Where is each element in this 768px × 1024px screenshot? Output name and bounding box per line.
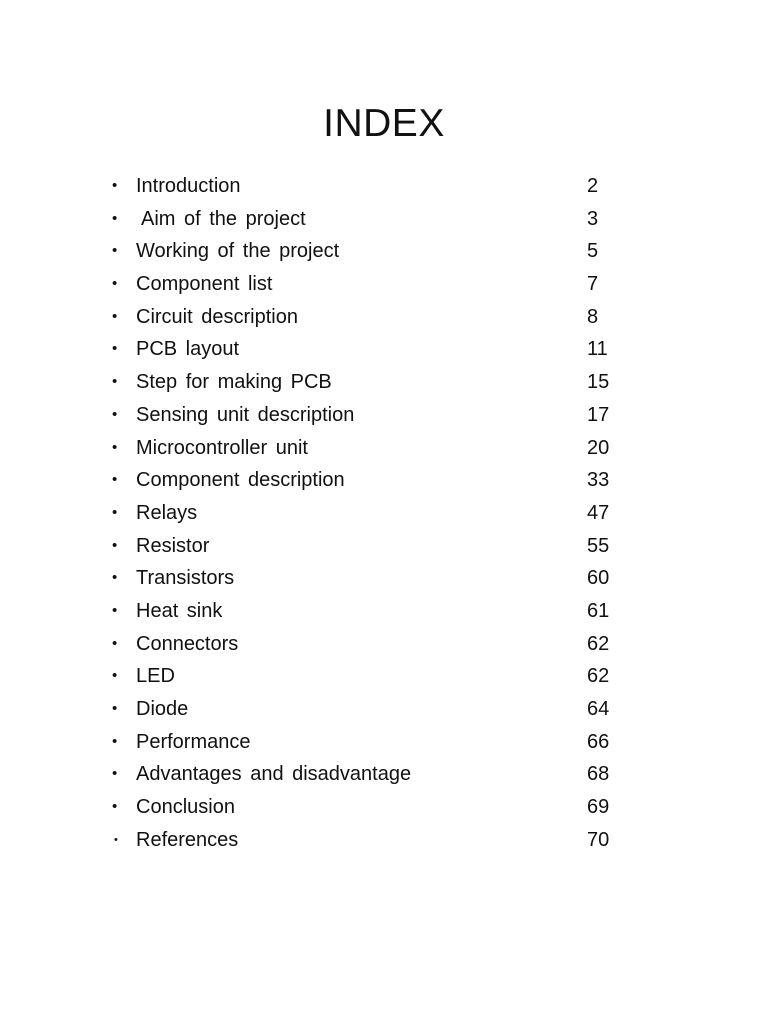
bullet-icon: •: [112, 177, 118, 194]
index-entry-page-number: 47: [587, 501, 610, 524]
index-entry-title: Performance: [136, 730, 251, 753]
index-entry: [106, 301, 646, 334]
index-entry-title: Circuit description: [136, 305, 298, 328]
index-entry-page-number: 15: [587, 371, 610, 394]
index-entry-title: Conclusion: [136, 796, 235, 819]
index-entry: [106, 660, 646, 693]
index-entry: [106, 693, 646, 726]
index-entry: [106, 170, 646, 203]
bullet-icon: •: [112, 765, 118, 783]
index-entry-page-number: 8: [587, 305, 599, 328]
index-entry-title: Component description: [136, 469, 345, 492]
index-entry-title: Working of the project: [136, 240, 340, 263]
bullet-icon: •: [112, 536, 118, 554]
bullet-icon: •: [112, 307, 118, 325]
bullet-icon: •: [112, 667, 118, 685]
index-entry-title: Introduction: [136, 175, 241, 197]
index-entry-title: Aim of the project: [141, 207, 306, 230]
index-entry-title: LED: [136, 665, 175, 688]
index-list: [106, 170, 646, 856]
index-entry: [106, 203, 646, 236]
index-entry: [106, 464, 646, 497]
index-entry: [106, 235, 646, 268]
index-entry-title: Resistor: [136, 534, 210, 557]
page-title: INDEX: [323, 102, 445, 145]
index-entry: [106, 824, 646, 857]
index-entry: [106, 595, 646, 628]
index-entry: [106, 628, 646, 661]
index-entry-title: Relays: [136, 501, 198, 524]
index-entry: [106, 268, 646, 301]
index-entry-page-number: 55: [587, 534, 610, 557]
index-entry: [106, 399, 646, 432]
index-entry-page-number: 66: [587, 730, 610, 753]
index-entry-page-number: 11: [587, 338, 608, 361]
index-entry-title: Component list: [136, 273, 273, 296]
index-entry-page-number: 62: [587, 665, 610, 688]
index-entry-title: Sensing unit description: [136, 403, 355, 426]
index-entry-page-number: 68: [587, 763, 610, 786]
index-entry: [106, 758, 646, 791]
index-entry-title: Step for making PCB: [136, 371, 332, 394]
bullet-icon: •: [112, 798, 118, 816]
index-entry-page-number: 62: [587, 632, 610, 655]
index-entry-title: Microcontroller unit: [136, 436, 308, 459]
bullet-icon: •: [114, 833, 118, 846]
index-entry: [106, 497, 646, 530]
bullet-icon: •: [112, 438, 118, 456]
index-entry-page-number: 60: [587, 567, 610, 590]
bullet-icon: •: [112, 471, 118, 489]
index-entry: [106, 530, 646, 563]
index-entry-title: Advantages and disadvantage: [136, 763, 412, 786]
index-entry: [106, 333, 646, 366]
index-entry-page-number: 20: [587, 436, 610, 459]
bullet-icon: •: [112, 634, 118, 652]
bullet-icon: •: [112, 700, 118, 717]
index-entry-page-number: 69: [587, 796, 610, 819]
bullet-icon: •: [112, 569, 118, 587]
index-entry: [106, 432, 646, 465]
index-entry-title: PCB layout: [136, 338, 240, 361]
bullet-icon: •: [112, 601, 118, 619]
index-entry-page-number: 61: [587, 599, 610, 622]
index-entry-page-number: 3: [587, 207, 599, 230]
bullet-icon: •: [112, 405, 118, 423]
index-entry-title: References: [136, 828, 239, 851]
bullet-icon: •: [112, 503, 118, 521]
bullet-icon: •: [112, 209, 118, 227]
bullet-icon: •: [112, 275, 118, 293]
index-entry-page-number: 17: [587, 403, 610, 426]
index-entry: [106, 562, 646, 595]
bullet-icon: •: [112, 340, 118, 358]
bullet-icon: •: [112, 732, 118, 750]
index-entry-page-number: 7: [587, 273, 599, 296]
index-entry-page-number: 33: [587, 469, 610, 492]
index-entry: [106, 366, 646, 399]
bullet-icon: •: [112, 242, 118, 260]
index-entry-page-number: 2: [587, 175, 599, 197]
index-entry-title: Heat sink: [136, 599, 223, 622]
index-entry-title: Diode: [136, 698, 189, 720]
index-entry: [106, 726, 646, 759]
bullet-icon: •: [112, 373, 118, 391]
index-entry-title: Transistors: [136, 567, 235, 590]
index-entry-title: Connectors: [136, 632, 239, 655]
index-entry-page-number: 70: [587, 828, 610, 851]
index-entry: [106, 791, 646, 824]
index-entry-page-number: 64: [587, 698, 610, 720]
index-entry-page-number: 5: [587, 240, 599, 263]
